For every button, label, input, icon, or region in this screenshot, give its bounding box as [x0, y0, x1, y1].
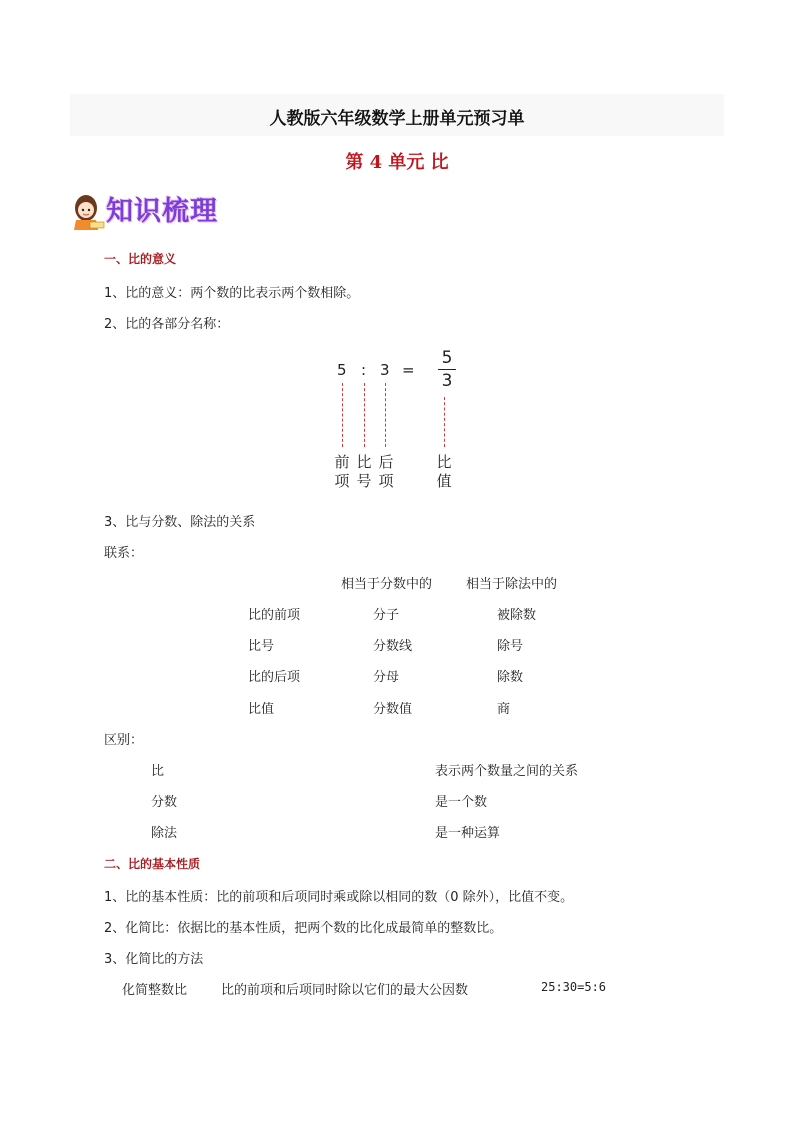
difference-desc: 是一种运算 [435, 826, 501, 841]
fraction-bar [438, 369, 456, 370]
relation-cell: 商 [497, 702, 511, 717]
dashed-line-front [342, 383, 343, 447]
relation-header-division: 相当于除法中的 [466, 577, 558, 592]
knowledge-banner-text: 知识梳理 [106, 196, 218, 227]
difference-desc: 表示两个数量之间的关系 [435, 764, 579, 779]
relation-cell: 除号 [497, 639, 524, 654]
relation-cell: 分数值 [373, 702, 413, 717]
fraction-numerator: 5 [441, 348, 453, 368]
diagram-equals: = [402, 361, 415, 379]
dashed-line-value [444, 397, 445, 447]
relation-cell: 除数 [497, 670, 524, 685]
item-simplify-ratio: 2、化简比：依据比的基本性质，把两个数的比化成最简单的整数比。 [104, 921, 503, 936]
difference-term: 分数 [151, 795, 178, 810]
item-basic-property: 1、比的基本性质：比的前项和后项同时乘或除以相同的数（0 除外），比值不变。 [104, 890, 574, 905]
difference-term: 除法 [151, 826, 178, 841]
difference-label: 区别： [104, 733, 144, 748]
method-example: 25:30=5:6 [541, 980, 607, 994]
diagram-front-term: 5 [337, 361, 347, 379]
diagram-fraction [438, 348, 456, 391]
fraction-denominator: 3 [441, 371, 453, 391]
diagram-back-term: 3 [380, 361, 390, 379]
relation-cell: 比值 [248, 702, 275, 717]
item-ratio-meaning: 1、比的意义：两个数的比表示两个数相除。 [104, 286, 360, 301]
relation-cell: 分子 [373, 608, 400, 623]
relation-label: 联系： [104, 546, 144, 561]
relation-cell: 被除数 [497, 608, 537, 623]
section-heading-1: 一、比的意义 [104, 252, 177, 266]
document-title: 人教版六年级数学上册单元预习单 [269, 109, 525, 129]
method-description: 比的前项和后项同时除以它们的最大公因数 [221, 983, 469, 998]
relation-cell: 比的前项 [248, 608, 301, 623]
relation-header-fraction: 相当于分数中的 [341, 577, 433, 592]
item-ratio-parts: 2、比的各部分名称： [104, 317, 230, 332]
relation-cell: 分母 [373, 670, 400, 685]
diagram-colon: : [361, 361, 367, 379]
label-ratio-sign: 比号 [356, 453, 372, 490]
label-back-term: 后项 [378, 453, 394, 490]
dashed-line-colon [364, 383, 365, 447]
relation-cell: 比号 [248, 639, 275, 654]
method-name: 化简整数比 [122, 983, 188, 998]
item-relation: 3、比与分数、除法的关系 [104, 515, 256, 530]
unit-title: 第 4 单元 比 [345, 152, 449, 173]
label-front-term: 前项 [334, 453, 350, 490]
dashed-line-back [385, 383, 386, 447]
item-simplify-method: 3、化简比的方法 [104, 952, 204, 967]
difference-term: 比 [151, 764, 165, 779]
relation-cell: 分数线 [373, 639, 413, 654]
label-ratio-value: 比值 [436, 453, 452, 490]
relation-cell: 比的后项 [248, 670, 301, 685]
section-heading-2: 二、比的基本性质 [104, 857, 201, 871]
difference-desc: 是一个数 [435, 795, 488, 810]
